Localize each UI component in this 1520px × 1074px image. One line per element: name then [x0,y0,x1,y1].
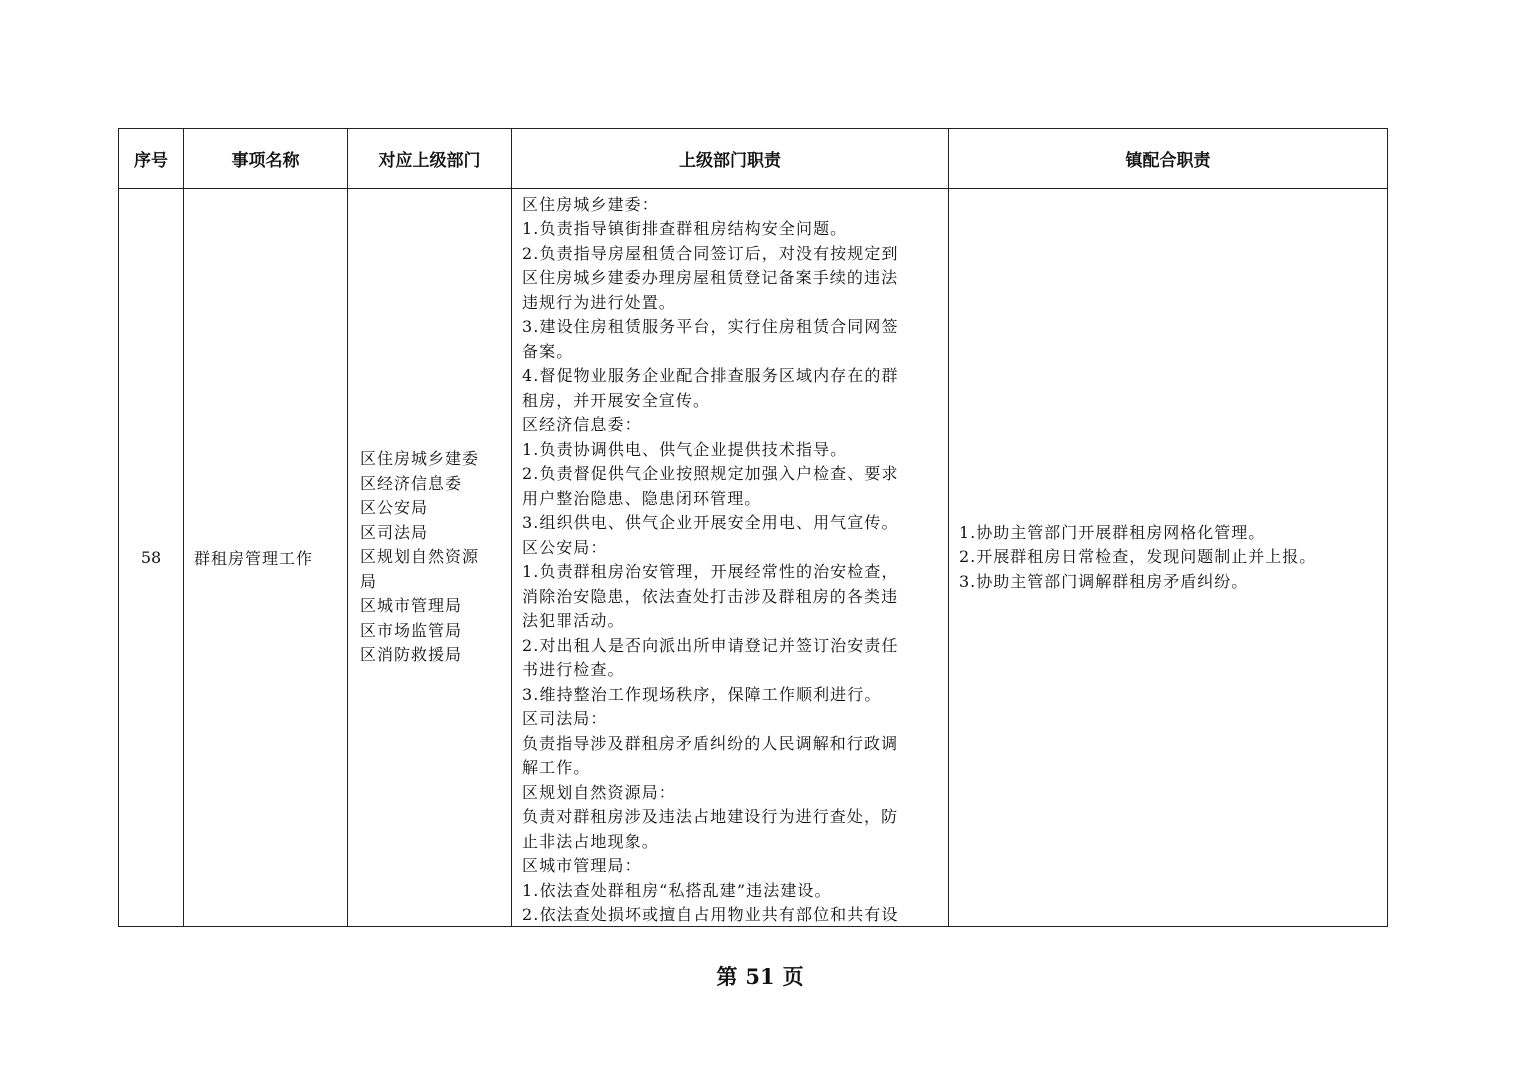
cell-item-name: 群租房管理工作 [184,189,348,927]
duty-line: 书进行检查。 [522,660,625,679]
department-line: 区市场监管局 [360,620,463,640]
duties-text [512,190,948,926]
duty-line: 3.组织供电、供气企业开展安全用电、用气宣传。 [522,513,899,532]
department-line: 区城市管理局 [360,596,463,616]
duty-line: 备案。 [522,341,574,361]
duty-line: 区住房城乡建委办理房屋租赁登记备案手续的违法 [522,268,899,287]
responsibility-table [118,128,1388,927]
town-duty-line: 1.协助主管部门开展群租房网格化管理。 [959,522,1266,542]
cell-departments [348,189,512,927]
cell-town-duties [949,189,1388,927]
department-line: 区规划自然资源 [360,547,480,567]
duty-line: 法犯罪活动。 [522,611,625,630]
duty-line: 1.负责指导镇街排查群租房结构安全问题。 [522,219,848,238]
header-department: 对应上级部门 [348,129,512,189]
department-line: 区经济信息委 [360,473,463,493]
duty-line: 区经济信息委： [522,415,642,434]
duty-line: 租房，并开展安全宣传。 [522,390,711,410]
department-line: 区住房城乡建委 [360,449,480,469]
duty-line: 2.依法查处损坏或擅自占用物业共有部位和共有设 [522,905,899,924]
duty-line: 消除治安隐患，依法查处打击涉及群租房的各类违 [522,586,899,606]
duty-line: 区规划自然资源局： [522,782,676,802]
duty-line: 1.负责协调供电、供气企业提供技术指导。 [522,439,848,459]
page-number-value: 51 [745,964,775,989]
duty-line: 2.负责督促供气企业按照规定加强入户检查、要求 [522,464,899,483]
header-item-name: 事项名称 [184,129,348,189]
duty-line: 负责对群租房涉及违法占地建设行为进行查处，防 [522,807,899,826]
header-seq: 序号 [119,129,184,189]
town-duty-line: 2.开展群租房日常检查，发现问题制止并上报。 [959,547,1317,567]
header-dept-duties: 上级部门职责 [512,129,949,189]
duty-line: 负责指导涉及群租房矛盾纠纷的人民调解和行政调 [522,733,899,753]
department-line: 区消防救援局 [360,645,463,665]
duty-line: 3.建设住房租赁服务平台，实行住房租赁合同网签 [522,317,899,336]
duty-line: 区司法局： [522,709,608,728]
duty-line: 区住房城乡建委： [522,194,659,214]
duty-line: 2.对出租人是否向派出所申请登记并签订治安责任 [522,635,899,655]
table-header-row [119,129,1388,189]
cell-seq: 58 [119,189,184,927]
duty-line: 区公安局： [522,537,608,557]
duty-line: 用户整治隐患、隐患闭环管理。 [522,488,762,508]
page-number-suffix: 页 [782,964,804,989]
town-duty-line: 3.协助主管部门调解群租房矛盾纠纷。 [959,571,1249,591]
cell-dept-duties [512,189,949,927]
duty-line: 止非法占地现象。 [522,831,659,851]
page-number-prefix: 第 [716,964,738,989]
duty-line: 解工作。 [522,758,591,777]
department-line: 区司法局 [360,522,429,542]
duty-line: 1.依法查处群租房“私搭乱建”违法建设。 [522,880,832,900]
duty-line: 区城市管理局： [522,856,642,875]
table-row [119,189,1388,927]
duty-line: 2.负责指导房屋租赁合同签订后，对没有按规定到 [522,243,899,263]
duty-line: 1.负责群租房治安管理，开展经常性的治安检查， [522,562,899,581]
duty-line: 违规行为进行处置。 [522,292,676,312]
header-town-duties: 镇配合职责 [949,129,1388,189]
page-number [0,961,1520,991]
duty-line: 3.维持整治工作现场秩序，保障工作顺利进行。 [522,684,882,704]
department-line: 局 [360,571,378,591]
duty-line: 4.督促物业服务企业配合排查服务区域内存在的群 [522,366,899,385]
department-line: 区公安局 [360,498,429,518]
